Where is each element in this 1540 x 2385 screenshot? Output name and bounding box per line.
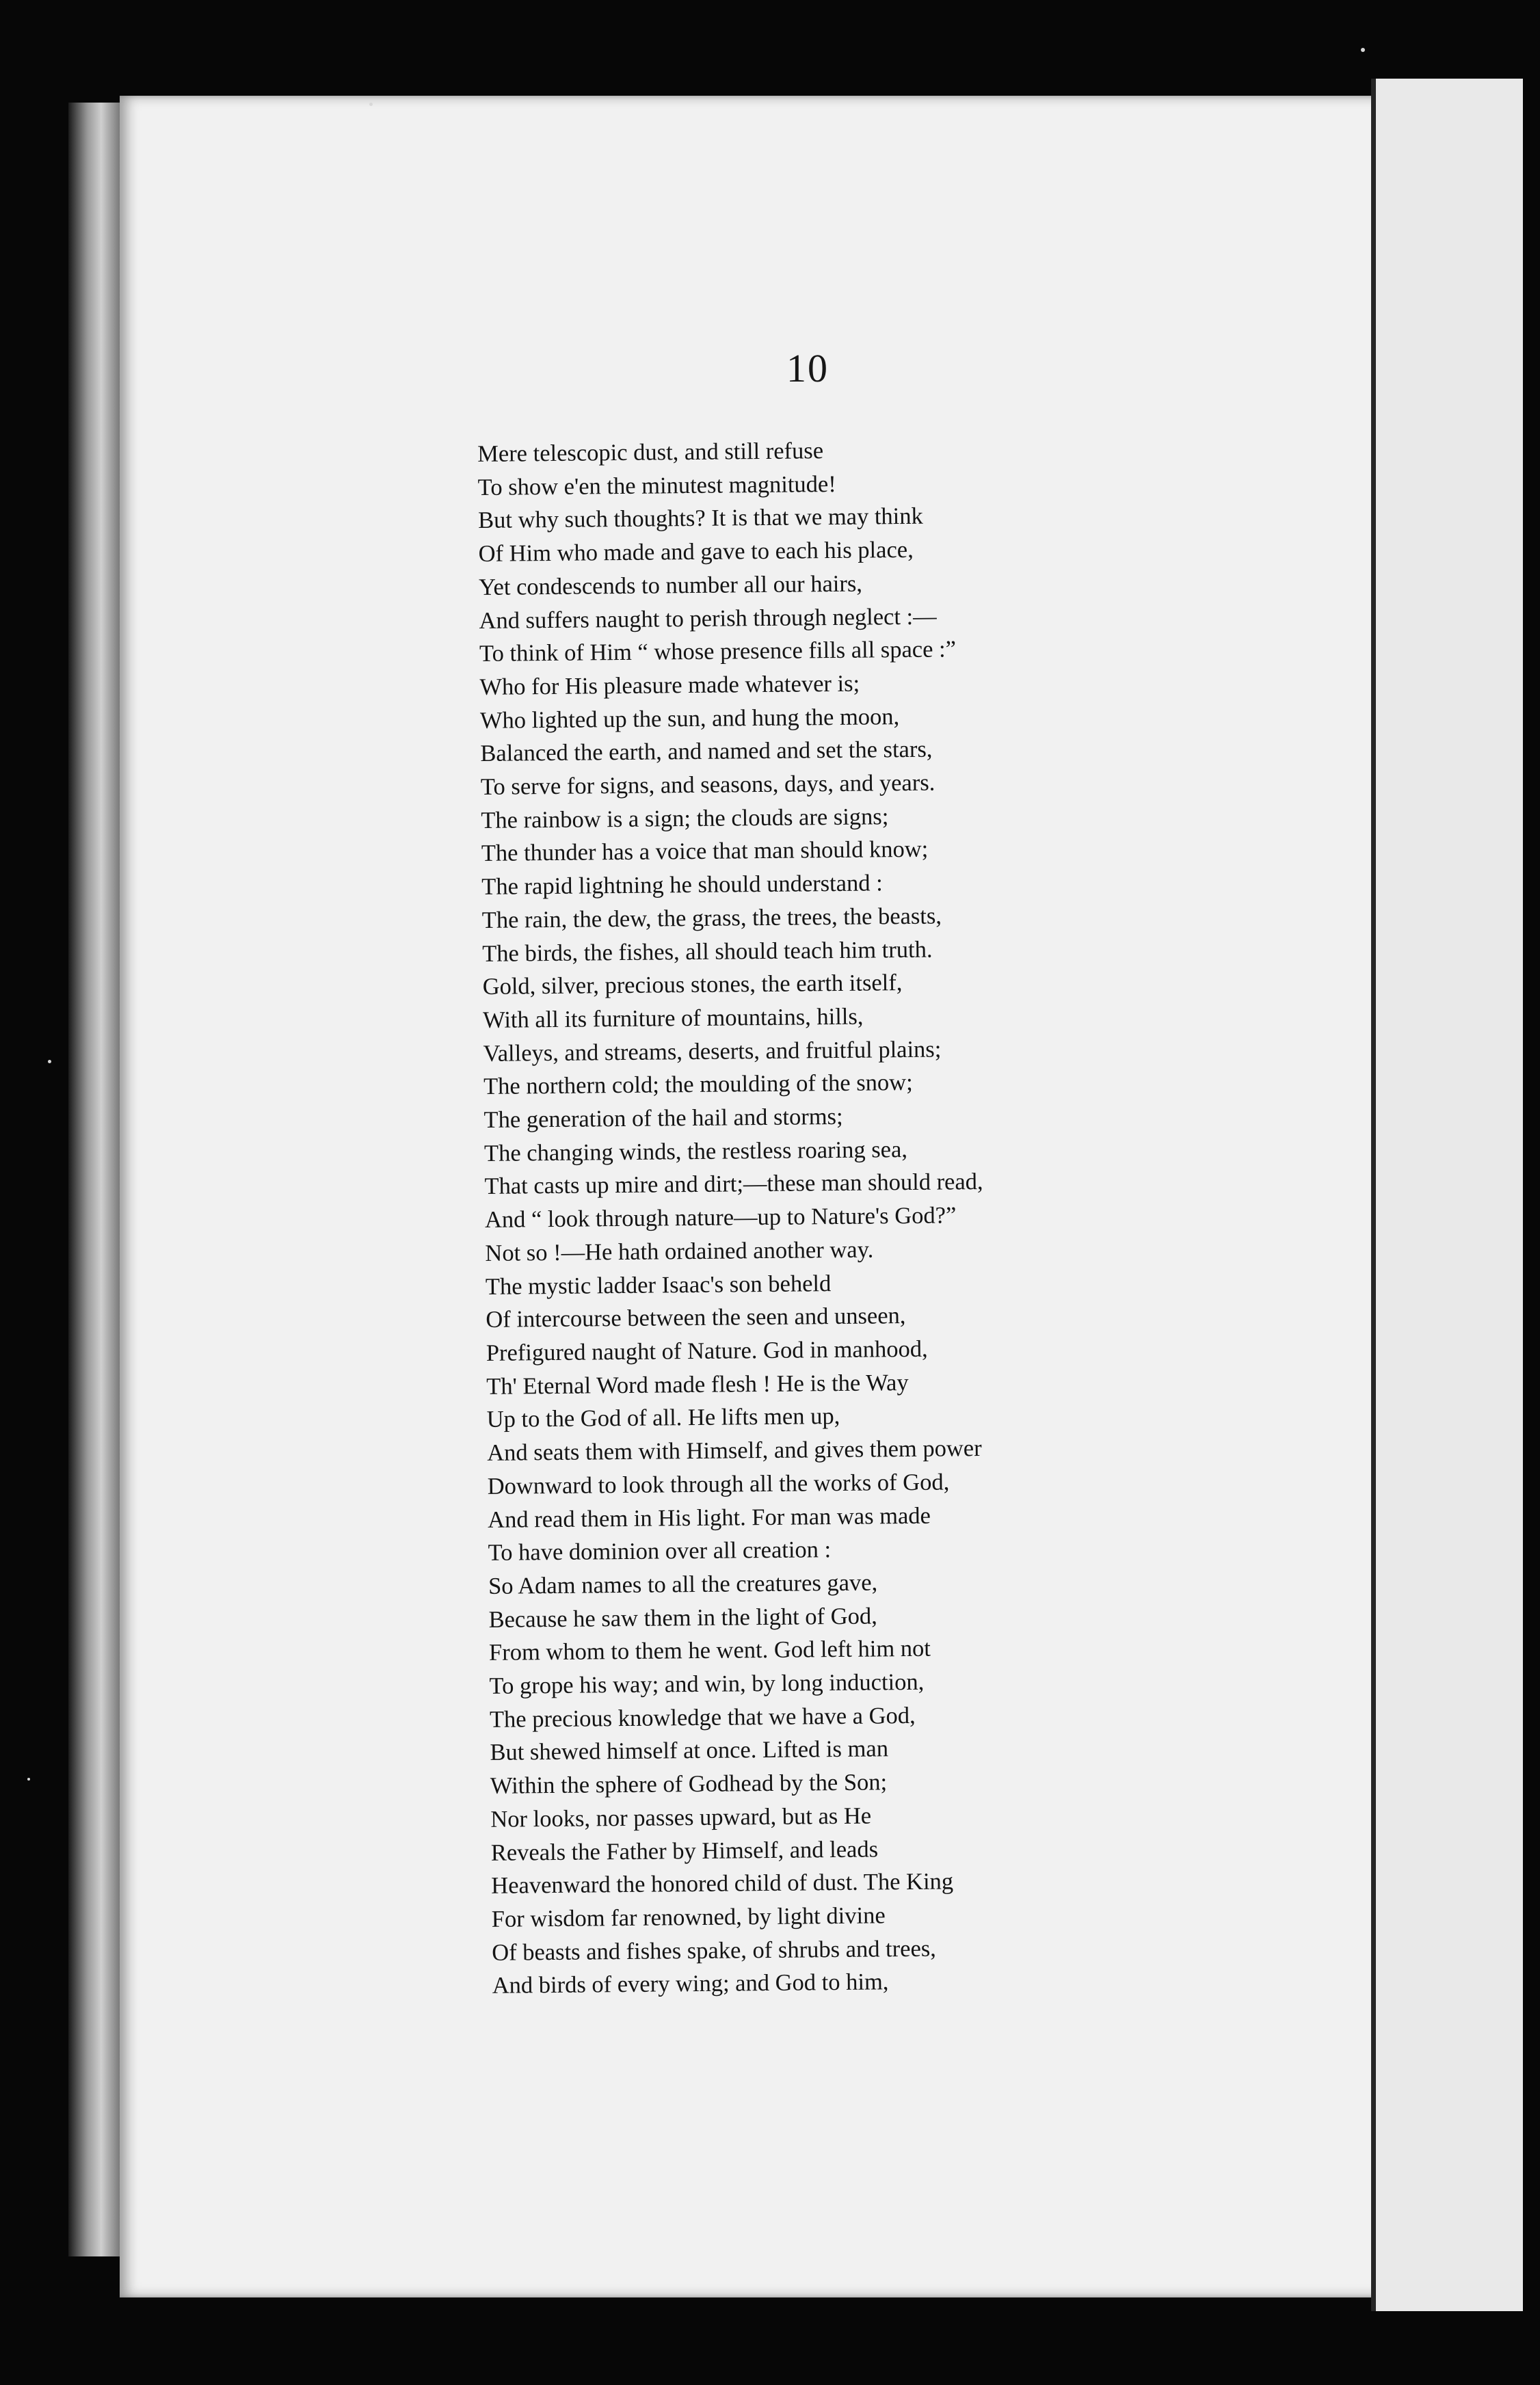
- poem-line: Who for His pleasure made whatever is;: [479, 670, 860, 700]
- dust-speck: [48, 1060, 51, 1063]
- dust-speck: [27, 1778, 30, 1781]
- poem-line: The mystic ladder Isaac's son beheld: [485, 1270, 832, 1300]
- dust-speck: [369, 103, 373, 106]
- poem-line: That casts up mire and dirt;—these man should read,: [484, 1169, 983, 1200]
- poem-line: So Adam names to all the creatures gave,: [488, 1569, 878, 1599]
- page-number: 10: [786, 346, 829, 390]
- poem-line: To grope his way; and win, by long induction,: [489, 1668, 925, 1699]
- poem-line: For wisdom far renowned, by light divine: [491, 1902, 886, 1932]
- poem-line: Th' Eternal Word made flesh ! He is the Way: [486, 1369, 909, 1400]
- poem-line: Of beasts and fishes spake, of shrubs and trees,: [492, 1935, 937, 1966]
- poem-line: Not so !—He hath ordained another way.: [485, 1236, 874, 1266]
- poem-line: With all its furniture of mountains, hills,: [482, 1003, 864, 1033]
- poem-line: The rainbow is a sign; the clouds are signs;: [481, 803, 889, 834]
- poem-line: And seats them with Himself, and gives them power: [487, 1435, 982, 1467]
- poem-line: Downward to look through all the works of God,: [487, 1469, 950, 1500]
- book-spine: [68, 103, 123, 2256]
- poem-line: Of Him who made and gave to each his place,: [478, 536, 914, 568]
- poem-line: And suffers naught to perish through neglect :—: [479, 603, 937, 634]
- poem-line: The precious knowledge that we have a God,: [489, 1702, 916, 1733]
- poem-line: The birds, the fishes, all should teach him truth.: [482, 936, 933, 967]
- poem-line: Gold, silver, precious stones, the earth itself,: [482, 970, 903, 1000]
- poem-line: And “ look through nature—up to Nature's God?”: [484, 1202, 957, 1234]
- poem-line: Mere telescopic dust, and still refuse: [477, 438, 824, 467]
- poem-line: The generation of the hail and storms;: [483, 1103, 843, 1134]
- poem-line: From whom to them he went. God left him not: [488, 1636, 931, 1666]
- poem-text: [477, 430, 1286, 2003]
- poem-line: Heavenward the honored child of dust. The King: [491, 1868, 954, 1900]
- poem-line: And birds of every wing; and God to him,: [492, 1969, 889, 1999]
- poem-line: The changing winds, the restless roaring sea,: [483, 1136, 908, 1167]
- poem-line: The rapid lightning he should understand :: [481, 870, 883, 901]
- poem-line: Who lighted up the sun, and hung the moon,: [479, 703, 900, 734]
- poem-line: Prefigured naught of Nature. God in manhood,: [486, 1335, 928, 1366]
- poem-line: And read them in His light. For man was made: [488, 1502, 931, 1533]
- poem-line: Within the sphere of Godhead by the Son;: [490, 1769, 888, 1800]
- poem-line: The rain, the dew, the grass, the trees, the beasts,: [481, 903, 942, 933]
- poem-line: But why such thoughts? It is that we may think: [477, 503, 923, 534]
- poem-line: Of intercourse between the seen and unseen,: [486, 1303, 906, 1333]
- poem-line: The northern cold; the moulding of the snow;: [483, 1069, 913, 1100]
- poem-line: Balanced the earth, and named and set the stars,: [480, 736, 933, 767]
- dust-speck: [1361, 48, 1365, 52]
- poem-line: To think of Him “ whose presence fills all space :”: [479, 636, 957, 667]
- right-page-edge: [1371, 79, 1523, 2311]
- poem-line: But shewed himself at once. Lifted is man: [490, 1735, 889, 1766]
- poem-line: Up to the God of all. He lifts men up,: [486, 1403, 840, 1433]
- poem-line: Yet condescends to number all our hairs,: [478, 570, 863, 600]
- poem-line: To have dominion over all creation :: [488, 1536, 832, 1567]
- poem-line: The thunder has a voice that man should know;: [481, 836, 929, 867]
- poem-line: To serve for signs, and seasons, days, and years.: [480, 769, 935, 801]
- poem-line: Reveals the Father by Himself, and leads: [490, 1836, 879, 1866]
- poem-line: Because he saw them in the light of God,: [488, 1603, 877, 1633]
- poem-line: To show e'en the minutest magnitude!: [477, 470, 836, 501]
- poem-line: Nor looks, nor passes upward, but as He: [490, 1802, 872, 1833]
- poem-line: Valleys, and streams, deserts, and fruitful plains;: [483, 1036, 942, 1067]
